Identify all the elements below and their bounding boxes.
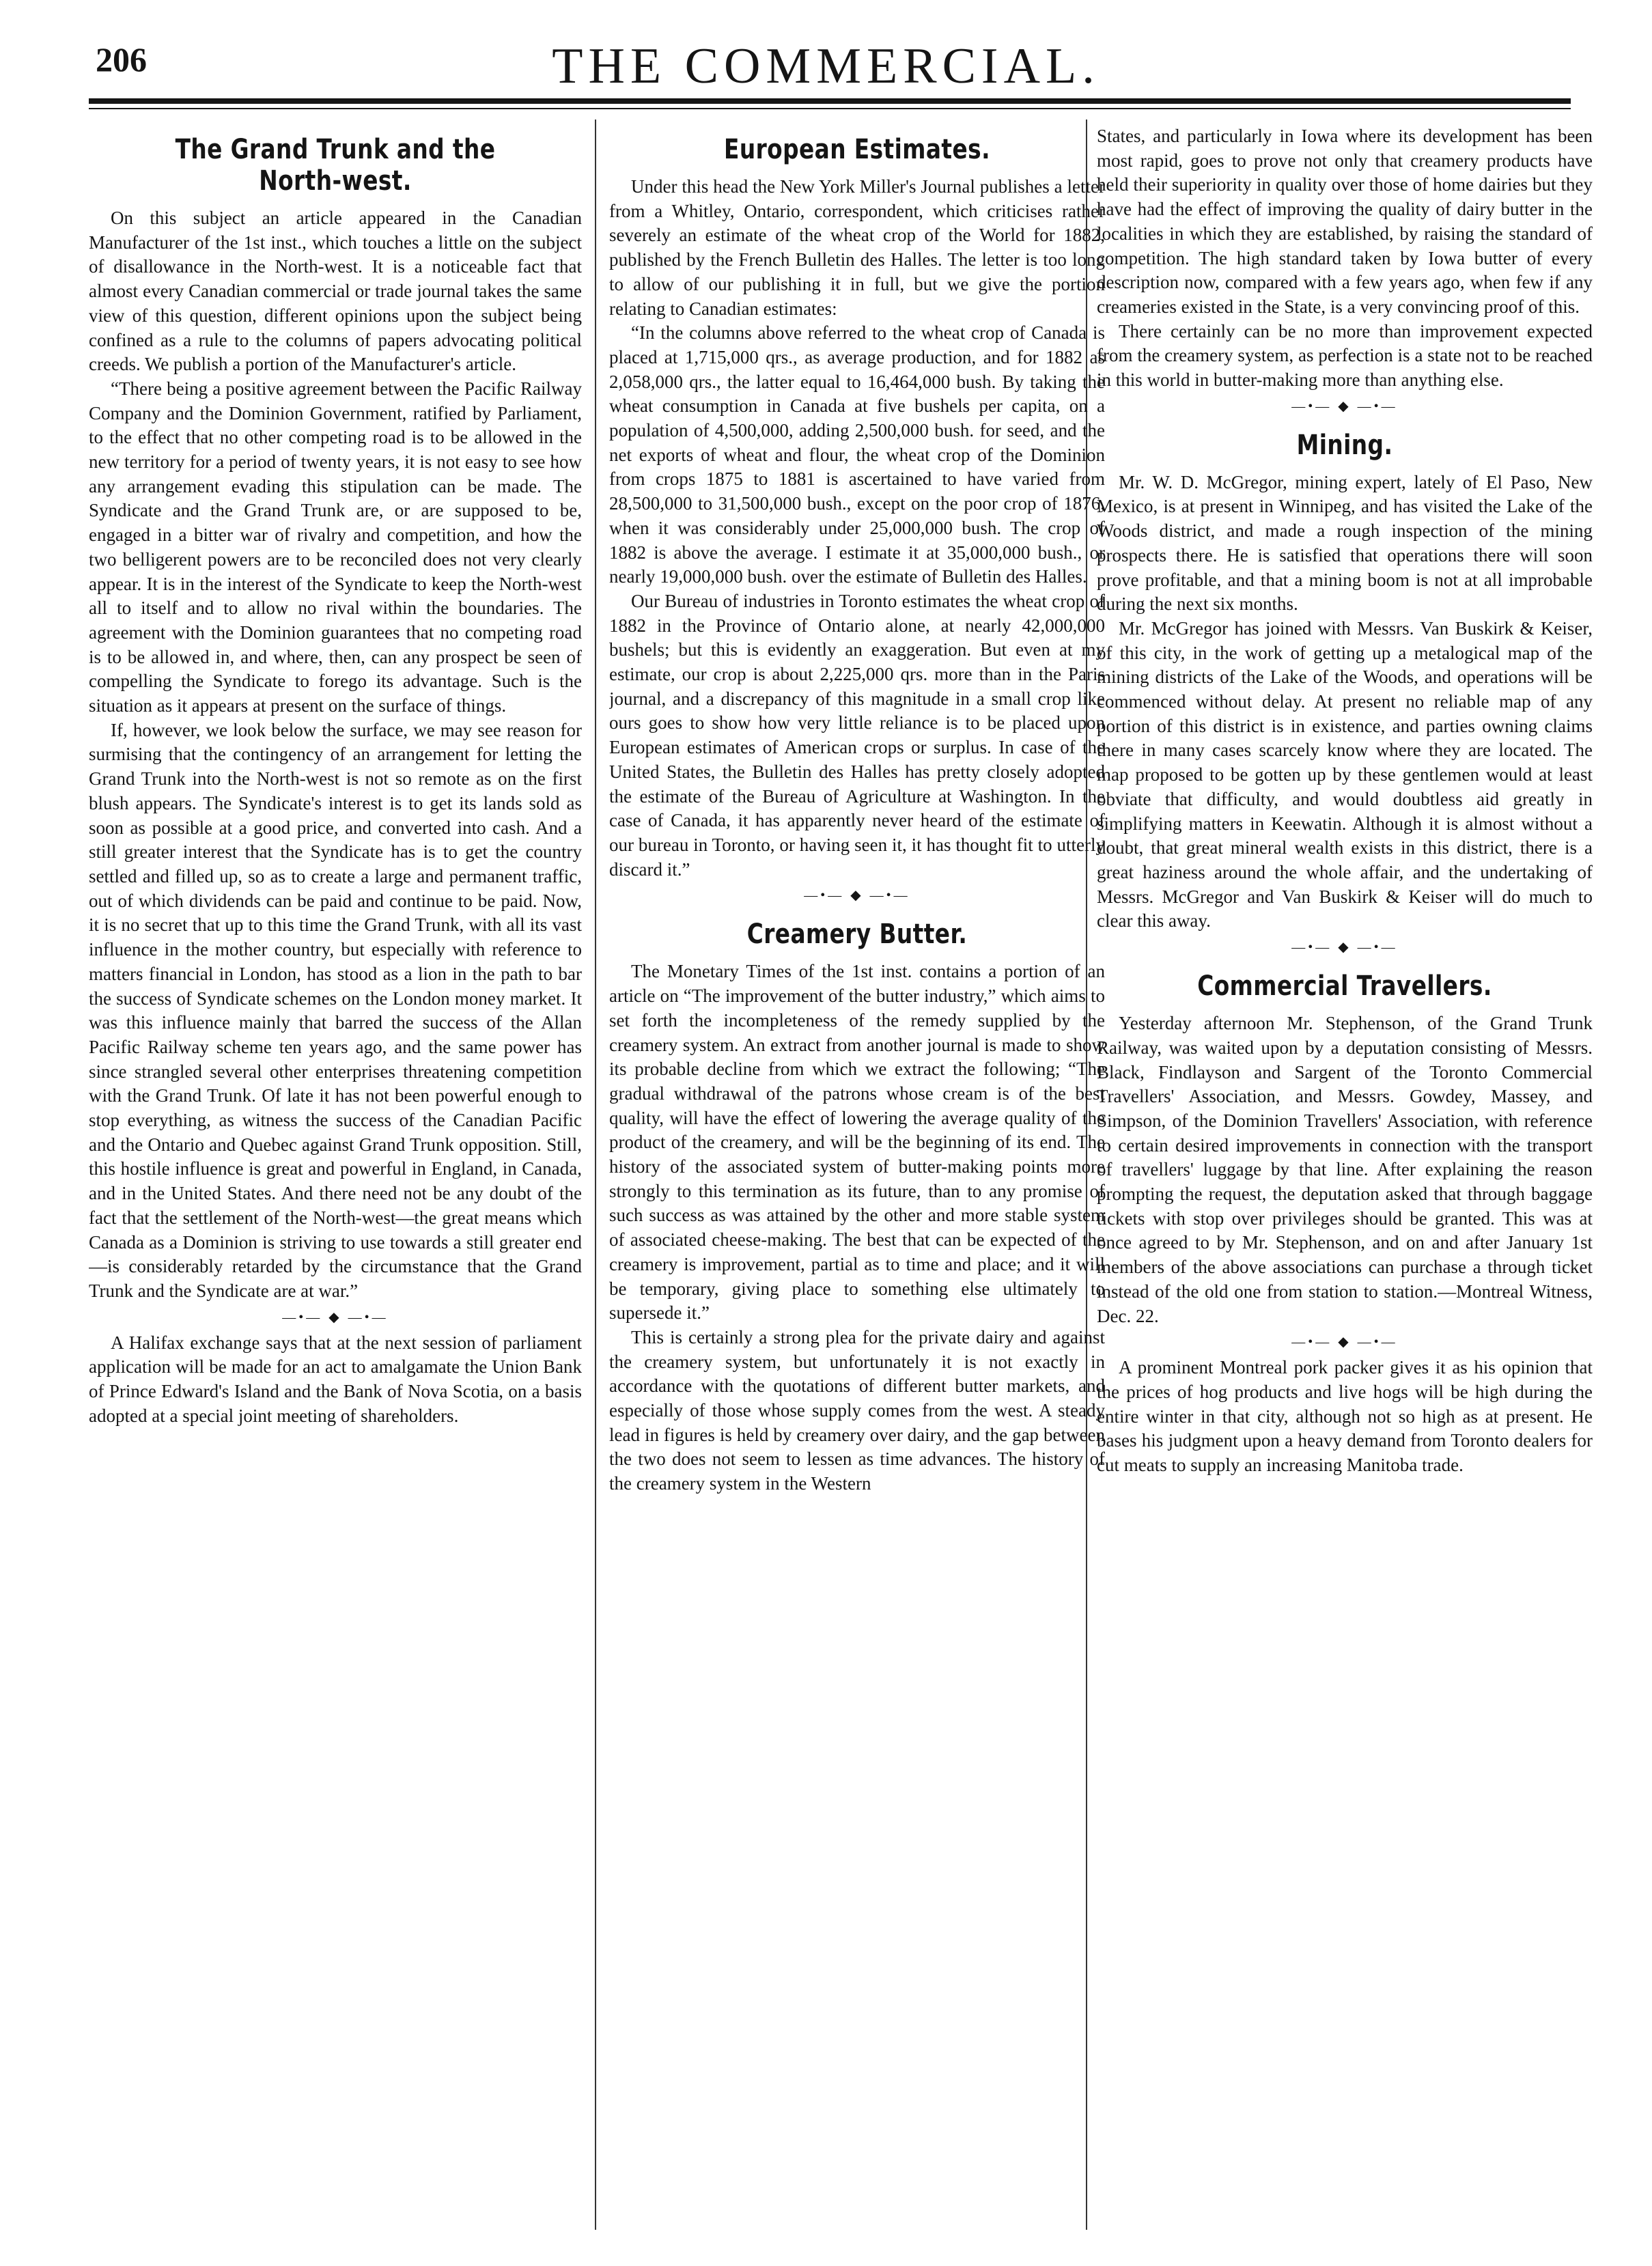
section-separator: —•— ◆ —•— [804, 888, 910, 904]
newspaper-title: THE COMMERCIAL. [552, 38, 1100, 94]
article-heading-creamery-butter: Creamery Butter. [746, 919, 968, 951]
article-paragraph: “There being a positive agreement between the Pacific Railway Company and the Dominion Government, ratified by Parliament, to the effect that no other competing road is to be allowed in the new territory for a period of twenty years, it is not easy to see how any arrangement evading this stipulation can be made. The Syndicate and the Grand Trunk are, or are supposed to be, engaged in a bitter war of rivalry and competition, and how the two belligerent powers are to be reconciled does not very clearly appear. It is in the interest of the Syndicate to keep the North-west all to itself and to allow no rival within the boundaries. The agreement with the Dominion guarantees that no competing road is to be allowed in, and where, then, can any prospect be seen of compelling the Syndicate to forego its advantage. Such is the situation as it appears at present on the surface of things. [89, 378, 582, 716]
article-paragraph: If, however, we look below the surface, we may see reason for surmising that the contingency of an arrangement for letting the Grand Trunk into the North-west is not so remote as on the first blush appears. The Syndicate's interest is to get its lands sold as soon as possible at a good price, and converted into cash. And a still greater interest that the Syndicate has is to get the country settled and filled up, so as to create a large and permanent traffic, out of which dividends can be paid and continue to be paid. Now, it is no secret that up to this time the Grand Trunk, with all its vast influence in the mother country, but especially with reference to matters financial in London, has stood as a lion in the path to bar the success of Syndicate schemes on the London money market. It was this influence mainly that barred the success of the Allan Pacific Railway scheme ten years ago, and the same power has since strangled several other enterprises threatening competition with the Grand Trunk. Of late it has not been powerful enough to stop everything, as witness the success of the Canadian Pacific and the Ontario and Quebec against Grand Trunk opposition. Still, this hostile influence is great and powerful in England, in Canada, and in the United States. And there need not be any doubt of the fact that the settlement of the North-west—the great means which Canada as a Dominion is striving to use towards a still greater end—is considerably retarded by the circumstance that the Grand Trunk and the Syndicate are at war.” [89, 719, 582, 1301]
column-2 [609, 124, 1105, 2228]
article-heading-grand-trunk: The Grand Trunk and the North-west. [175, 134, 496, 197]
article-paragraph: Mr. McGregor has joined with Messrs. Van Buskirk & Keiser, of this city, in the work of getting up a metalogical map of the mining districts of the Lake of the Woods, and operations will be commenced without delay. At present no reliable map of any portion of this district is in existence, and parties owning claims there in many cases scarcely know where they are located. The map proposed to be gotten up by these gentlemen would at least obviate that difficulty, and would doubtless aid greatly in simplifying matters in Keewatin. Although it is almost without a doubt, that great mineral wealth exists in this district, there is a great haziness around the whole affair, and the undertaking of Messrs. McGregor and Van Buskirk & Keiser will do much to clear this away. [1097, 617, 1593, 932]
masthead-rule-thin [89, 108, 1571, 109]
article-paragraph: Mr. W. D. McGregor, mining expert, lately of El Paso, New Mexico, is at present in Winnipeg, and has visited the Lake of the Woods district, and made a rough inspection of the mining prospects there. He is satisfied that operations there will soon prove profitable, and that a mining boom is not at all improbable during the next six months. [1097, 471, 1593, 615]
masthead [0, 0, 1652, 102]
masthead-rule [89, 98, 1571, 104]
column-divider [595, 120, 596, 2230]
news-item-halifax: A Halifax exchange says that at the next session of parliament application will be made for an act to amalgamate the Union Bank of Prince Edward's Island and the Bank of Nova Scotia, on a basis adopted at a special joint meeting of shareholders. [89, 1332, 582, 1426]
article-heading-european-estimates: European Estimates. [724, 134, 990, 165]
section-separator: —•— ◆ —•— [1291, 1334, 1398, 1350]
article-paragraph: On this subject an article appeared in the Canadian Manufacturer of the 1st inst., which touches a little on the subject of disallowance in the North-west. It is a noticeable fact that almost every Canadian commercial or trade journal takes the same view of this question, different opinions upon the subject being confined as a rule to the columns of papers advocating political creeds. We publish a portion of the Manufacturer's article. [89, 208, 582, 375]
article-heading-mining: Mining. [1296, 429, 1393, 461]
section-separator: —•— ◆ —•— [1291, 398, 1398, 414]
page-number: 206 [96, 40, 147, 79]
news-item-pork: A prominent Montreal pork packer gives it as his opinion that the prices of hog products and live hogs will be high during the entire winter in that city, although not so high as at present. He bases his judgment upon a heavy demand from Toronto dealers for cut meats to supply an increasing Manitoba trade. [1097, 1357, 1593, 1476]
section-separator: —•— ◆ —•— [282, 1309, 389, 1325]
column-1 [89, 124, 582, 2228]
column-3 [1097, 124, 1593, 2228]
article-paragraph: Yesterday afternoon Mr. Stephenson, of the Grand Trunk Railway, was waited upon by a deputation consisting of Messrs. Black, Findlayson and Sargent of the Toronto Commercial Travellers' Association, and Messrs. Gowdey, Massey, and Simpson, of the Dominion Travellers' Association, with reference to certain desired improvements in connection with the transport of travellers' luggage by that line. After explaining the reason prompting the request, the deputation asked that through baggage tickets with stop over privileges should be granted. This was at once agreed to by Mr. Stephenson, and on and after January 1st members of the above associations can purchase a through ticket instead of the old one from station to station.—Montreal Witness, Dec. 22. [1097, 1013, 1593, 1326]
article-paragraph: “In the columns above referred to the wheat crop of Canada is placed at 1,715,000 qrs., as average production, and for 1882 as 2,058,000 qrs., the latter equal to 16,464,000 bush. By taking the wheat consumption in Canada at five bushels per capita, on a population of 4,500,000, adding 2,500,000 bush. for seed, and the net exports of wheat and flour, the wheat crop of the Dominion from crops 1875 to 1881 is ascertained to have varied from 28,500,000 to 31,500,000 bush., except on the poor crop of 1876, when it was considerably under 25,000,000 bush. The crop of 1882 is above the average. I estimate it at 35,000,000 bush., or nearly 19,000,000 bush. over the estimate of Bulletin des Halles. [609, 322, 1105, 587]
article-paragraph: Under this head the New York Miller's Journal publishes a letter from a Whitley, Ontario, correspondent, which criticises rather severely an estimate of the wheat crop of the World for 1882, published by the French Bulletin des Halles. The letter is too long to allow of our publishing it in full, but we give the portion relating to Canadian estimates: [609, 176, 1105, 319]
article-paragraph: This is certainly a strong plea for the private dairy and against the creamery system, but unfortunately it is not exactly in accordance with the quotations of different butter markets, and especially of those whose supply comes from the west. A steady lead in figures is held by creamery over dairy, and the gap between the two does not seem to lessen as time advances. The history of the creamery system in the Western [609, 1326, 1105, 1494]
article-paragraph: Our Bureau of industries in Toronto estimates the wheat crop of 1882 in the Province of Ontario alone, at nearly 42,000,000 bushels; but this is evidently an exaggeration. But even at my estimate, our crop is about 2,225,000 qrs. more than in the Paris journal, and a discrepancy of this magnitude in a small crop like ours goes to show how very little reliance is to be placed upon European estimates of American crops or surplus. In case of the United States, the Bulletin des Halles has pretty closely adopted the estimate of the Bureau of Agriculture at Washington. In the case of Canada, it has apparently never heard of the estimate of our bureau in Toronto, or having seen it, it has thought fit to utterly discard it.” [609, 590, 1105, 880]
article-paragraph: There certainly can be no more than improvement expected from the creamery system, as perfection is a state not to be reached in this world in butter-making more than anything else. [1097, 320, 1593, 391]
article-paragraph: The Monetary Times of the 1st inst. contains a portion of an article on “The improvement of the butter industry,” which aims to set forth the incompleteness of the remedy supplied by the creamery system. An extract from another journal is made to show its probable decline from which we extract the following; “The gradual withdrawal of the patrons whose cream is of the best quality, will have the effect of lowering the average quality of the product of the creamery, and will be the beginning of its end. The history of the associated system of butter-making points more strongly to this termination as its future, than to any promise of such success as was attained by the other and more stable system of associated cheese-making. The best that can be expected of the creamery is improvement, partial as to time and place; and it will be temporary, giving place to something else ultimately to supersede it.” [609, 961, 1105, 1324]
article-heading-commercial-travellers: Commercial Travellers. [1197, 970, 1492, 1003]
article-paragraph-continued: States, and particularly in Iowa where its development has been most rapid, goes to prove not only that creamery products have held their superiority in quality over those of home dairies but they have had the effect of improving the quality of dairy butter in the localities in which they are established, by raising the standard of competition. The high standard taken by Iowa butter of every description now, compared with a few years ago, when few if any creameries existed in the State, is a very convincing proof of this. [1097, 126, 1593, 317]
section-separator: —•— ◆ —•— [1291, 940, 1398, 955]
